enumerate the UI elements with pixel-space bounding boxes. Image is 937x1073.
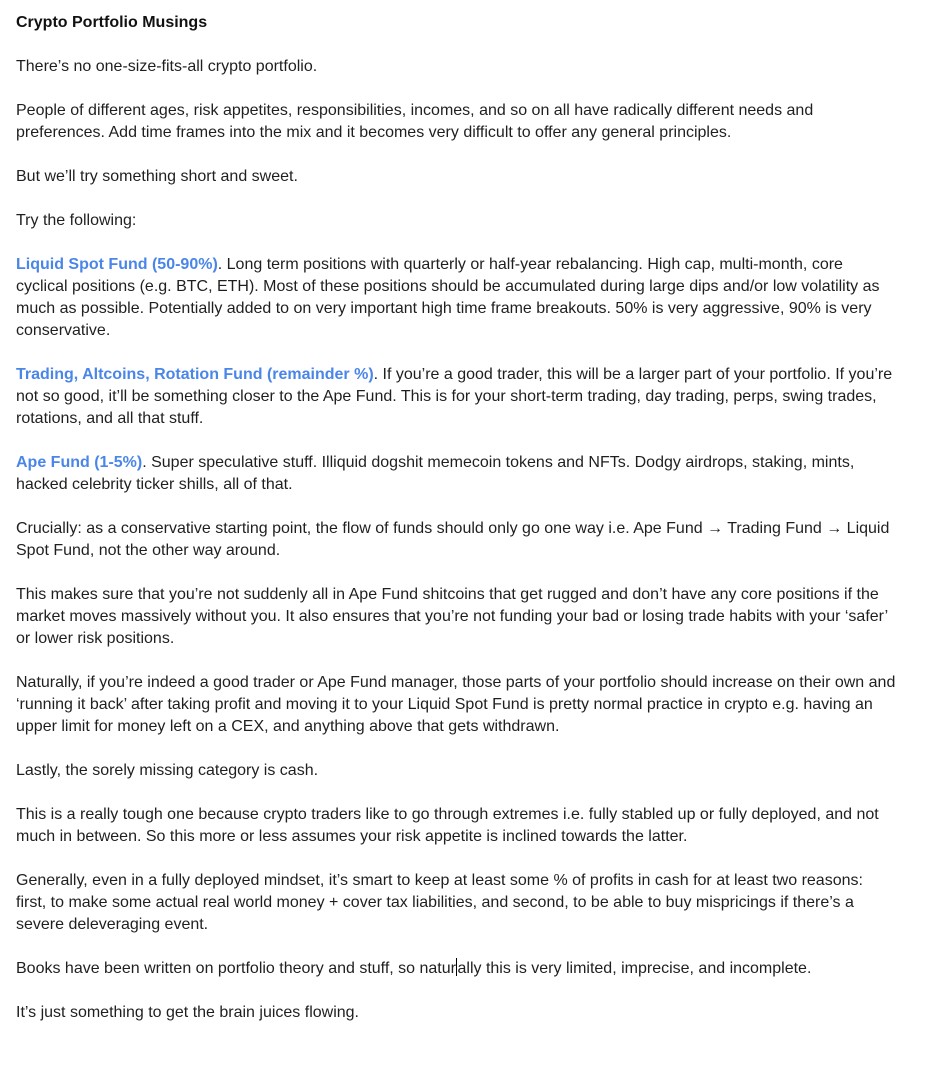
- document-title: Crypto Portfolio Musings: [16, 14, 208, 31]
- paragraph-try-following: Try the following:: [16, 212, 137, 229]
- trading-fund-text: . If you’re a good trader, this will be a larger part of your portfolio. If you’re not so good, it’ll be something closer to the Ape Fund. This is for your short-term trading, day trading, perps, swing trades, rotations, and all that stuff.: [16, 366, 893, 427]
- paragraph-brain-juices: It’s just something to get the brain juices flowing.: [16, 1004, 359, 1021]
- paragraph-flow-of-funds: Crucially: as a conservative starting point, the flow of funds should only go one way i.e. Ape Fund → Trading Fund → Liquid Spot Fund, not the other way around.: [16, 520, 890, 559]
- paragraph-trading-fund: [16, 364, 896, 430]
- portfolio-theory-text-before: Books have been written on portfolio theory and stuff, so natur: [16, 960, 456, 977]
- trading-fund-label: Trading, Altcoins, Rotation Fund (remainder %): [16, 366, 374, 383]
- paragraph-running-it-back: Naturally, if you’re indeed a good trader or Ape Fund manager, those parts of your portfolio should increase on their own and ‘running it back’ after taking profit and moving it to your Liquid Spot Fund is pretty normal practice in crypto e.g. having an upper limit for money left on a CEX, and anything above that gets withdrawn.: [16, 674, 896, 735]
- paragraph-profits-in-cash: Generally, even in a fully deployed mindset, it’s smart to keep at least some % of profits in cash for at least two reasons: first, to make some actual real world money + cover tax liabilities, and second, to be able to buy mispricings if there’s a severe deleveraging event.: [16, 872, 863, 933]
- paragraph-ape-fund: [16, 452, 896, 496]
- paragraph-intro: There’s no one-size-fits-all crypto portfolio.: [16, 58, 318, 75]
- ape-fund-text: . Super speculative stuff. Illiquid dogshit memecoin tokens and NFTs. Dodgy airdrops, staking, mints, hacked celebrity ticker shills, all of that.: [16, 454, 855, 493]
- paragraph-core-positions: This makes sure that you’re not suddenly all in Ape Fund shitcoins that get rugged and don’t have any core positions if the market moves massively without you. It also ensures that you’re not funding your bad or losing trade habits with your ‘safer’ or lower risk positions.: [16, 586, 888, 647]
- paragraph-portfolio-theory: [16, 958, 896, 980]
- liquid-spot-fund-label: Liquid Spot Fund (50-90%): [16, 256, 218, 273]
- liquid-spot-fund-text: . Long term positions with quarterly or half-year rebalancing. High cap, multi-month, core cyclical positions (e.g. BTC, ETH). Most of these positions should be accumulated during large dips and/or low volatility as much as possible. Potentially added to on very important high time frame breakouts. 50% is very aggressive, 90% is very conservative.: [16, 256, 880, 339]
- paragraph-preferences: People of different ages, risk appetites, responsibilities, incomes, and so on all have radically different needs and preferences. Add time frames into the mix and it becomes very difficult to offer any general principles.: [16, 102, 814, 141]
- paragraph-liquid-spot-fund: [16, 254, 896, 342]
- paragraph-short-sweet: But we’ll try something short and sweet.: [16, 168, 298, 185]
- ape-fund-label: Ape Fund (1-5%): [16, 454, 143, 471]
- paragraph-extremes: This is a really tough one because crypto traders like to go through extremes i.e. fully stabled up or fully deployed, and not much in between. So this more or less assumes your risk appetite is inclined towards the latter.: [16, 806, 879, 845]
- paragraph-cash-category: Lastly, the sorely missing category is cash.: [16, 762, 319, 779]
- portfolio-theory-text-after: ally this is very limited, imprecise, and incomplete.: [457, 960, 812, 977]
